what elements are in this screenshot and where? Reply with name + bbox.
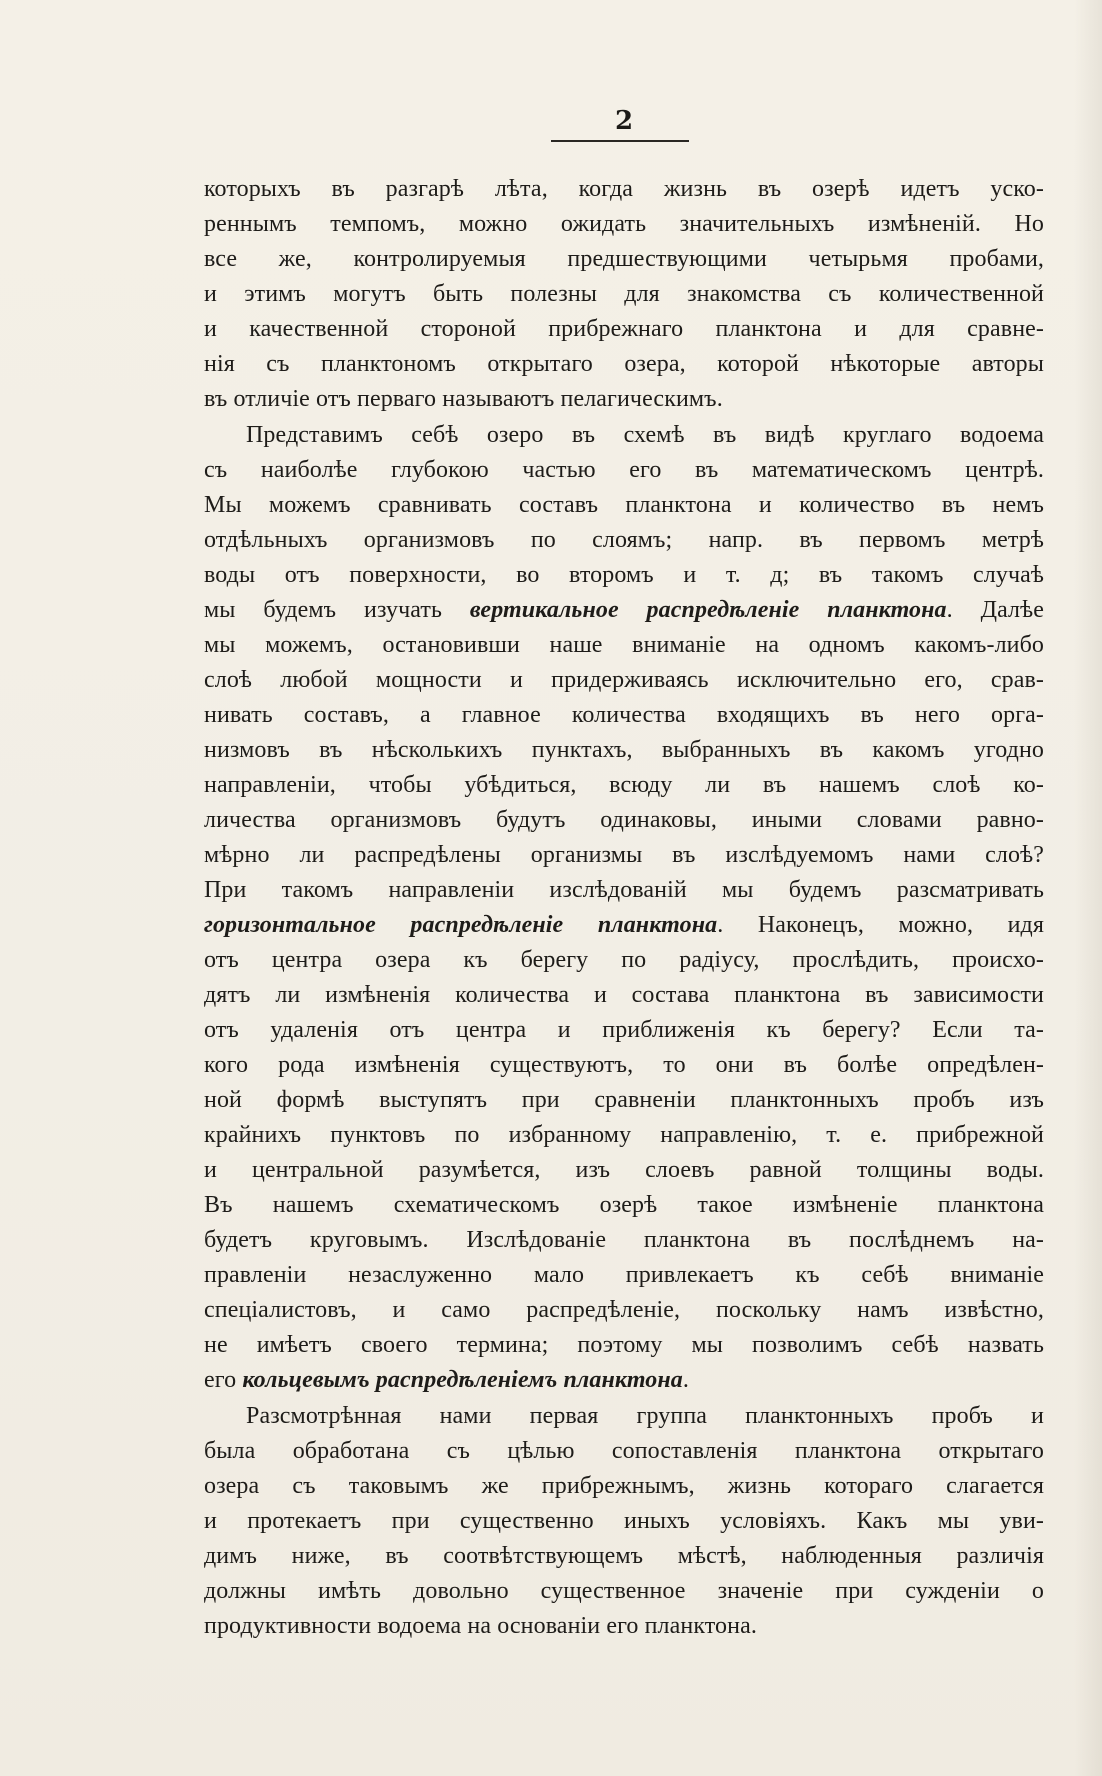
text-line [204, 418, 1044, 453]
text-line [204, 1013, 1044, 1048]
text-line [204, 1293, 1044, 1328]
text-run: При такомъ направленіи изслѣдованій мы будемъ разсматривать [204, 877, 1044, 903]
text-line [204, 277, 1044, 312]
text-run: будетъ круговымъ. Изслѣдованіе планктона въ послѣднемъ на- [204, 1227, 1044, 1253]
text-line [204, 873, 1044, 908]
paragraph [204, 418, 1044, 1398]
text-run: димъ ниже, въ соотвѣтствующемъ мѣстѣ, наблюденныя различія [204, 1543, 1044, 1569]
text-run: . Наконецъ, можно, идя [717, 912, 1044, 938]
text-line [204, 242, 1044, 277]
text-line [204, 1153, 1044, 1188]
text-run: должны имѣть довольно существенное значеніе при сужденіи о [204, 1578, 1044, 1604]
italic-term: вертикальное распредѣленіе планктона [469, 597, 947, 623]
text-run: и центральной разумѣется, изъ слоевъ равной толщины воды. [204, 1157, 1044, 1183]
text-line [204, 172, 1044, 207]
text-run: и протекаетъ при существенно иныхъ условіяхъ. Какъ мы уви- [204, 1508, 1044, 1534]
page-edge-shadow [1074, 0, 1102, 1776]
text-run: дятъ ли измѣненія количества и состава планктона въ зависимости [204, 982, 1044, 1008]
text-line [204, 593, 1044, 628]
text-run: воды отъ поверхности, во второмъ и т. д; въ такомъ случаѣ [204, 562, 1044, 588]
italic-term: кольцевымъ распредѣленіемъ планктона [242, 1367, 683, 1393]
text-run: крайнихъ пунктовъ по избранному направленію, т. е. прибрежной [204, 1122, 1044, 1148]
text-line [204, 1609, 1044, 1644]
text-run: . Далѣе [946, 597, 1044, 623]
text-line [204, 733, 1044, 768]
text-run: реннымъ темпомъ, можно ожидать значительныхъ измѣненій. Но [204, 211, 1044, 237]
text-run: отъ удаленія отъ центра и приближенія къ берегу? Если та- [204, 1017, 1044, 1043]
text-run: Разсмотрѣнная нами первая группа планктонныхъ пробъ и [246, 1403, 1044, 1429]
text-line [204, 453, 1044, 488]
text-line [204, 558, 1044, 593]
text-run: продуктивности водоема на основаніи его планктона. [204, 1613, 757, 1639]
text-run: мы будемъ изучать [204, 597, 470, 623]
text-line [204, 312, 1044, 347]
text-line [204, 1083, 1044, 1118]
text-run: мы можемъ, остановивши наше вниманіе на одномъ какомъ-либо [204, 632, 1044, 658]
text-run: направленіи, чтобы убѣдиться, всюду ли въ нашемъ слоѣ ко- [204, 772, 1044, 798]
paragraph [204, 1399, 1044, 1644]
text-line [204, 943, 1044, 978]
text-line [204, 1399, 1044, 1434]
text-run: нія съ планктономъ открытаго озера, которой нѣкоторые авторы [204, 351, 1044, 377]
text-line [204, 1363, 1044, 1398]
text-run: Представимъ себѣ озеро въ схемѣ въ видѣ круглаго водоема [246, 422, 1044, 448]
text-line [204, 768, 1044, 803]
text-line [204, 1504, 1044, 1539]
text-line [204, 1258, 1044, 1293]
text-line [204, 1048, 1044, 1083]
text-line [204, 1118, 1044, 1153]
text-line [204, 628, 1044, 663]
text-run: нивать составъ, а главное количества входящихъ въ него орга- [204, 702, 1044, 728]
text-run: Мы можемъ сравнивать составъ планктона и количество въ немъ [204, 492, 1044, 518]
text-run: Въ нашемъ схематическомъ озерѣ такое измѣненіе планктона [204, 1192, 1044, 1218]
text-line [204, 978, 1044, 1013]
text-run: отъ центра озера къ берегу по радіусу, прослѣдить, происхо- [204, 947, 1044, 973]
text-run: озера съ таковымъ же прибрежнымъ, жизнь котораго слагается [204, 1473, 1044, 1499]
text-line [204, 488, 1044, 523]
text-run: ной формѣ выступятъ при сравненіи планктонныхъ пробъ изъ [204, 1087, 1044, 1113]
paragraph [204, 172, 1044, 417]
text-line [204, 698, 1044, 733]
text-run: отдѣльныхъ организмовъ по слоямъ; напр. въ первомъ метрѣ [204, 527, 1044, 553]
header-rule [551, 140, 689, 142]
text-run: съ наиболѣе глубокою частью его въ математическомъ центрѣ. [204, 457, 1044, 483]
text-line [204, 1469, 1044, 1504]
text-run: и этимъ могутъ быть полезны для знакомства съ количественной [204, 281, 1044, 307]
text-line [204, 1188, 1044, 1223]
text-run: въ отличіе отъ перваго называютъ пелагическимъ. [204, 386, 723, 412]
page-number: 2 [614, 106, 634, 136]
body-text [204, 172, 1044, 1644]
text-run: все же, контролируемыя предшествующими четырьмя пробами, [204, 246, 1044, 272]
text-line [204, 1574, 1044, 1609]
text-run: личества организмовъ будутъ одинаковы, иными словами равно- [204, 807, 1044, 833]
text-line [204, 207, 1044, 242]
text-run: спеціалистовъ, и само распредѣленіе, поскольку намъ извѣстно, [204, 1297, 1044, 1323]
text-line [204, 1539, 1044, 1574]
text-run: низмовъ въ нѣсколькихъ пунктахъ, выбранныхъ въ какомъ угодно [204, 737, 1044, 763]
text-run: мѣрно ли распредѣлены организмы въ изслѣдуемомъ нами слоѣ? [204, 842, 1044, 868]
text-line [204, 1328, 1044, 1363]
text-run: была обработана съ цѣлью сопоставленія планктона открытаго [204, 1438, 1044, 1464]
text-line [204, 382, 1044, 417]
text-run: и качественной стороной прибрежнаго планктона и для сравне- [204, 316, 1044, 342]
text-line [204, 1434, 1044, 1469]
text-run: которыхъ въ разгарѣ лѣта, когда жизнь въ озерѣ идетъ уско- [204, 176, 1044, 202]
text-line [204, 1223, 1044, 1258]
text-line [204, 663, 1044, 698]
text-line [204, 347, 1044, 382]
text-line [204, 803, 1044, 838]
text-run: правленіи незаслуженно мало привлекаетъ къ себѣ вниманіе [204, 1262, 1044, 1288]
text-run: . [682, 1367, 690, 1393]
text-line [204, 838, 1044, 873]
text-run: не имѣетъ своего термина; поэтому мы позволимъ себѣ назвать [204, 1332, 1044, 1358]
text-run: слоѣ любой мощности и придерживаясь исключительно его, срав- [204, 667, 1044, 693]
italic-term: горизонтальное распредѣленіе планктона [204, 912, 718, 938]
text-run: его [204, 1367, 243, 1393]
text-line [204, 908, 1044, 943]
text-run: кого рода измѣненія существуютъ, то они въ болѣе опредѣлен- [204, 1052, 1044, 1078]
text-line [204, 523, 1044, 558]
